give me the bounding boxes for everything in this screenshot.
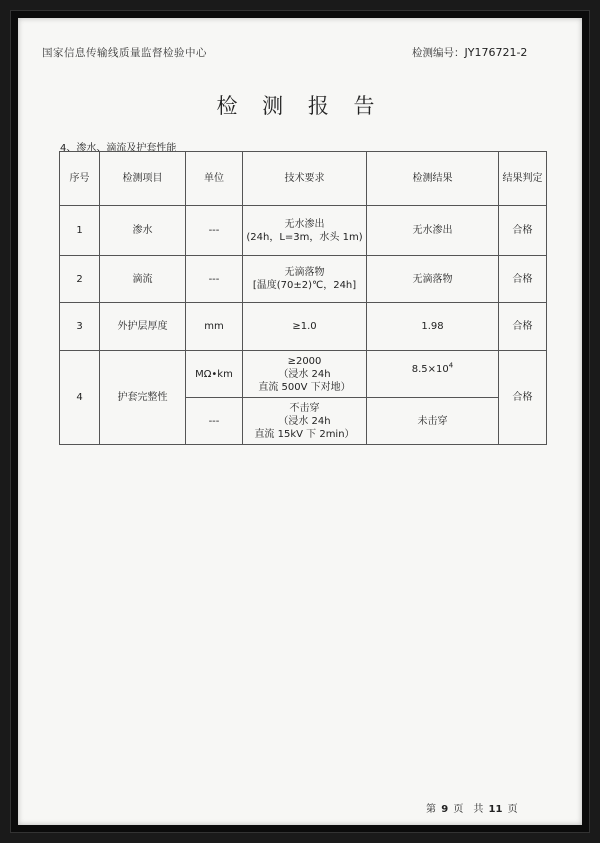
cell-item: 滴流	[100, 256, 186, 303]
table-row	[60, 351, 547, 398]
section-title: 4、渗水、滴流及护套性能	[60, 143, 177, 154]
result-value: 8.5×10	[411, 364, 449, 375]
report-number-label: 检测编号：	[412, 47, 465, 59]
cell-no: 1	[60, 206, 100, 256]
cell-item: 渗水	[100, 206, 186, 256]
result-exponent: 4	[448, 361, 454, 370]
footer-prefix: 第	[426, 804, 436, 815]
cell-unit: mm	[186, 303, 243, 351]
cell-requirement: ≥1.0	[243, 303, 367, 351]
cell-verdict: 合格	[499, 256, 547, 303]
cell-item: 护套完整性	[100, 351, 186, 445]
cell-result: 1.98	[367, 303, 499, 351]
cell-result: 无水渗出	[367, 206, 499, 256]
cell-requirement	[243, 351, 367, 398]
cell-requirement	[243, 256, 367, 303]
requirement-line: 不击穿	[289, 402, 320, 414]
table-row	[60, 206, 547, 256]
cell-unit: MΩ•km	[186, 351, 243, 398]
cell-result: 未击穿	[367, 398, 499, 445]
col-header-requirement: 技术要求	[243, 152, 367, 206]
col-header-unit: 单位	[186, 152, 243, 206]
cell-result	[367, 351, 499, 398]
cell-no: 3	[60, 303, 100, 351]
org-name: 国家信息传输线质量监督检验中心	[42, 47, 207, 59]
cell-unit: ---	[186, 206, 243, 256]
total-pages: 11	[488, 804, 503, 815]
cell-verdict: 合格	[499, 206, 547, 256]
page-title: 检 测 报 告	[216, 94, 384, 118]
report-number	[412, 45, 527, 60]
table-header-row	[60, 152, 547, 206]
cell-verdict: 合格	[499, 351, 547, 445]
cell-no: 4	[60, 351, 100, 445]
results-table	[59, 151, 547, 445]
table-row	[60, 256, 547, 303]
cell-unit: ---	[186, 256, 243, 303]
footer-suffix: 页	[507, 804, 518, 815]
requirement-line: ≥2000	[287, 355, 322, 367]
cell-no: 2	[60, 256, 100, 303]
page-footer	[425, 800, 519, 815]
cell-result: 无滴落物	[367, 256, 499, 303]
requirement-line: 无滴落物	[284, 267, 325, 278]
requirement-line: (24h，L=3m，水头 1m)	[246, 231, 363, 243]
cell-requirement	[243, 206, 367, 256]
page-number: 9	[441, 804, 449, 815]
requirement-line: 直流 15kV 下 2min）	[254, 428, 355, 440]
col-header-result: 检测结果	[367, 152, 499, 206]
col-header-item: 检测项目	[100, 152, 186, 206]
requirement-line: 无水渗出	[284, 218, 325, 230]
requirement-line: （浸水 24h	[278, 415, 331, 427]
col-header-no: 序号	[60, 152, 100, 206]
table-row	[60, 303, 547, 351]
cell-unit: ---	[186, 398, 243, 445]
requirement-line: [温度(70±2)℃，24h]	[252, 280, 357, 291]
requirement-line: （浸水 24h	[278, 368, 331, 380]
cell-requirement	[243, 398, 367, 445]
col-header-verdict: 结果判定	[499, 152, 547, 206]
report-number-value: JY176721-2	[464, 46, 528, 59]
requirement-line: 直流 500V 下对地）	[258, 381, 351, 393]
footer-mid: 页 共	[453, 804, 484, 815]
cell-item: 外护层厚度	[100, 303, 186, 351]
cell-verdict: 合格	[499, 303, 547, 351]
